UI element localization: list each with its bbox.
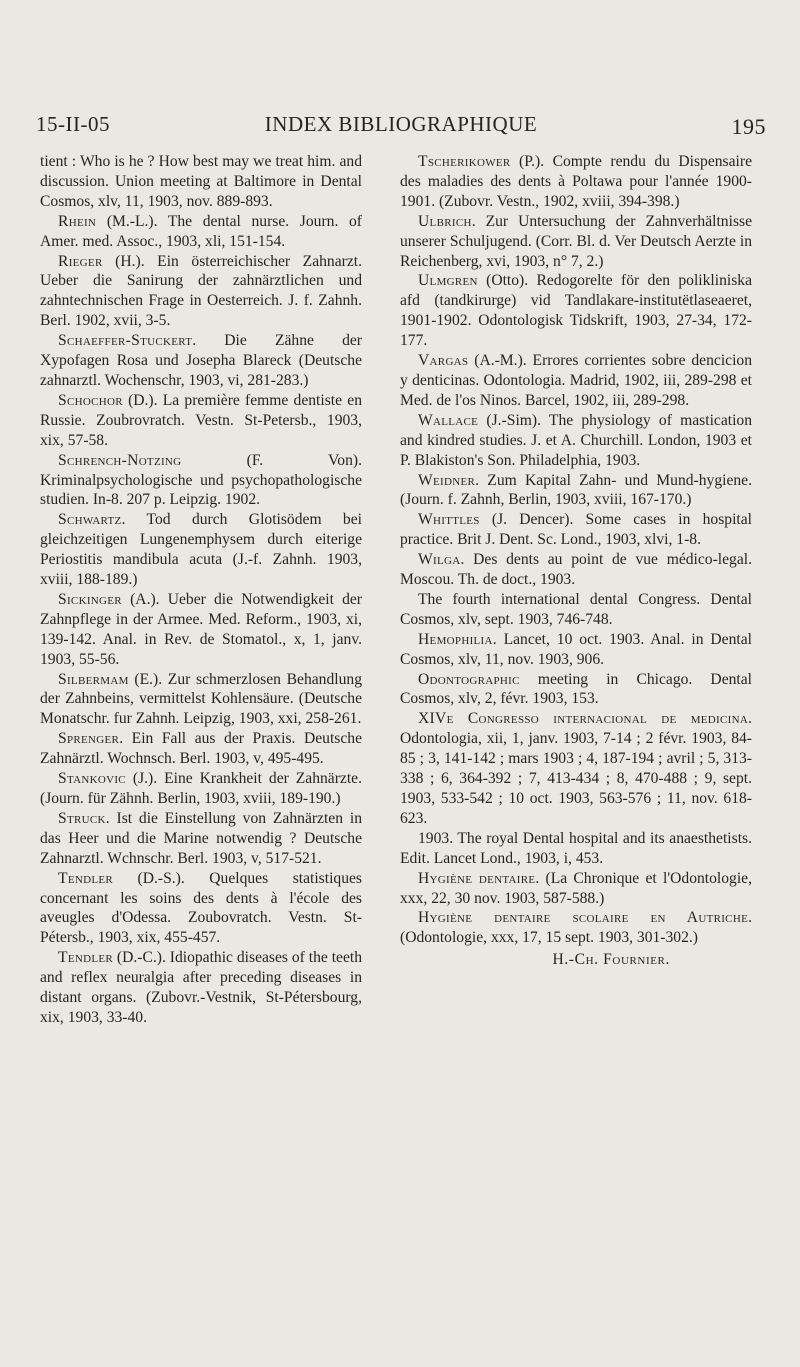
entry-text: . Die Zähne der Xypofagen Rosa und Josepha Blareck (Deutsche zahnarztl. Wochenschr, 1903, vi, 281-283.)	[40, 332, 362, 389]
bib-entry	[40, 670, 362, 730]
entry-text: The fourth international dental Congress. Dental Cosmos, xlv, sept. 1903, 746-748.	[400, 590, 752, 628]
entry-text: (F. Von). Kriminalpsychologische und psychopathologische studien. In-8. 207 p. Leipzig. 1902.	[40, 451, 362, 509]
page-number: 195	[731, 114, 766, 139]
bib-entry	[400, 829, 752, 869]
entry-text: (D.-S.). Quelques statistiques concernant les soins des dents à l'école des aveugles d'Odessa. Zoubovratch. Vestn. St-Pétersb., 1903, xix, 455-457.	[40, 869, 362, 947]
entry-text: . Odontologia, xii, 1, janv. 1903, 7-14 ; 2 févr. 1903, 84-85 ; 3, 141-142 ; mars 1903 ; 4, 187-194 ; avril ; 5, 313-338 ; 6, 364-392 ; 7, 413-434 ; 8, 470-488 ; 9, sept. 1903, 533-542 ; 10 oct. 1903, 563-576 ; 11, nov. 618-623.	[400, 710, 752, 827]
bib-entry	[400, 271, 752, 351]
bib-entry	[40, 948, 362, 1028]
bib-entry	[400, 630, 752, 670]
entry-author: Hemophilia	[418, 630, 493, 648]
entry-author: Vargas	[418, 352, 469, 370]
entry-text: (M.-L.). The dental nurse. Journ. of Amer. med. Assoc., 1903, xli, 151-154.	[40, 212, 362, 250]
entry-author: Hygiène dentaire scolaire en Autriche	[418, 909, 749, 927]
entry-text: (Otto). Redogorelte för den polikliniska afd (tandkirurge) vid Tandlakare-institutëtlaseaeret, 1901-1902. Odontologisk Tidskrift, 1903, 27-34, 172-177.	[400, 272, 752, 350]
entry-text: . Zum Kapital Zahn- und Mund-hygiene. (Journ. f. Zahnh, Berlin, 1903, xviii, 167-170.)	[400, 471, 752, 509]
header-title: INDEX BIBLIOGRAPHIQUE	[264, 112, 538, 136]
entry-text: . Ist die Einstellung von Zahnärzten in das Heer und die Marine notwendig ? Deutsche Zahnarztl. Wchnschr. Berl. 1903, v, 517-521.	[40, 809, 362, 867]
header-date: 15-II-05	[36, 112, 110, 136]
bib-entry	[40, 769, 362, 809]
entry-text: tient : Who is he ? How best may we treat him. and discussion. Union meeting at Baltimore in Dental Cosmos, xlv, 11, 1903, nov. 889-893.	[40, 153, 362, 210]
bib-entry	[400, 590, 752, 630]
entry-author: Tendler	[58, 949, 114, 967]
entry-author: Schwartz	[58, 511, 122, 529]
entry-text: (J. Dencer). Some cases in hospital practice. Brit J. Dent. Sc. Lond., 1903, xlvi, 1-8.	[400, 511, 752, 549]
entry-author: Odontographic	[418, 670, 520, 688]
entry-text: (A.). Ueber die Notwendigkeit der Zahnpflege in der Armee. Med. Reform., 1903, xi, 139-142. Anal. in Rev. de Stomatol., x, 1, janv. 1903, 55-56.	[40, 590, 362, 668]
entry-text: (D.-C.). Idiopathic diseases of the teeth and reflex neuralgia after preceding diseases in distant organs. (Zubovr.-Vestnik, St-Pétersbourg, xix, 1903, 33-40.	[40, 949, 363, 1026]
author-signature	[400, 950, 752, 970]
entry-text: (J.). Eine Krankheit der Zahnärzte. (Journ. für Zähnh. Berlin, 1903, xviii, 189-190.)	[40, 770, 362, 807]
bib-entry	[40, 331, 362, 391]
entry-author: Ulmgren	[418, 272, 478, 290]
bib-entry	[40, 212, 362, 252]
bib-entry	[40, 729, 362, 769]
left-column	[40, 152, 362, 1028]
bib-entry	[400, 510, 752, 550]
entry-author: Stankovic	[58, 770, 126, 788]
entry-author: Schochor	[58, 391, 123, 409]
entry-text: . Lancet, 10 oct. 1903. Anal. in Dental Cosmos, xlv, 11, nov. 1903, 906.	[400, 630, 752, 668]
entry-author: Tscherikower	[418, 153, 511, 170]
running-header	[36, 112, 766, 142]
entry-text: (D.). La première femme dentiste en Russie. Zoubrovratch. Vestn. St-Petersb., 1903, xix, 57-58.	[40, 391, 362, 449]
bib-entry	[400, 670, 752, 710]
entry-text: (A.-M.). Errores corrientes sobre dencicion y denticinas. Odontologia. Madrid, 1902, iii, 289-298 et Med. de l'os Ninos. Barcel, 1902, iii, 289-298.	[400, 352, 752, 409]
entry-text: 1903. The royal Dental hospital and its anaesthetists. Edit. Lancet Lond., 1903, i, 453.	[400, 829, 752, 867]
bib-entry	[400, 709, 752, 828]
entry-author: Whittles	[418, 511, 480, 529]
bib-entry	[400, 152, 752, 212]
entry-author: Schaeffer-Stuckert	[58, 332, 193, 350]
bib-entry	[400, 212, 752, 272]
entry-text: . Zur Untersuchung der Zahnverhältnisse unserer Schuljugend. (Corr. Bl. d. Ver Deutsch Aerzte in Reichenberg, xvi, 1903, n° 7, 2.)	[400, 212, 752, 270]
entry-author: Sickinger	[58, 590, 122, 608]
entry-text: meeting in Chicago. Dental Cosmos, xlv, 2, févr. 1903, 153.	[400, 670, 752, 708]
bib-entry	[400, 550, 752, 590]
bib-entry	[40, 869, 362, 949]
entry-author: Wallace	[418, 411, 479, 429]
entry-author: Hygiène dentaire	[418, 869, 536, 887]
entry-text: (E.). Zur schmerzlosen Behandlung der Zahnbeins, vermittelst Kohlensäure. (Deutsche Monatschr. fur Zahnh. Leipzig, 1903, xxi, 258-261.	[40, 670, 362, 728]
entry-author: Silbermam	[58, 670, 129, 688]
entry-text: . Tod durch Glotisödem bei gleichzeitigen Lungenemphysem durch eiterige Periostitis mandibula acuta (J.-f. Zahnh. 1903, xviii, 188-189.)	[40, 511, 362, 589]
entry-text: . (La Chronique et l'Odontologie, xxx, 22, 30 nov. 1903, 587-588.)	[400, 869, 752, 907]
entry-text: (J.-Sim). The physiology of mastication and kindred studies. J. et A. Churchill. London, 1903 et P. Blakiston's Son. Philadelphia, 1903.	[400, 411, 752, 469]
entry-author: Schrench-Notzing	[58, 451, 182, 469]
bib-entry	[40, 809, 362, 869]
bib-entry	[400, 908, 752, 948]
entry-author: XIVe Congresso internacional de medicina	[418, 710, 749, 728]
entry-author: Wilga	[418, 551, 461, 569]
entry-text: (H.). Ein österreichischer Zahnarzt. Ueber die Sanirung der zahnärztlichen und zahntechnischen Frage in Oesterreich. J. f. Zahnh. Berl. 1902, xvii, 3-5.	[40, 252, 362, 330]
bib-entry	[400, 471, 752, 511]
entry-text: . (Odontologie, xxx, 17, 15 sept. 1903, 301-302.)	[400, 909, 752, 947]
entry-author: Rhein	[58, 212, 97, 230]
entry-author: Ulbrich	[418, 212, 472, 230]
entry-text: (P.). Compte rendu du Dispensaire des maladies des dents à Poltawa pour l'année 1900-1901. (Zubovr. Vestn., 1902, xviii, 394-398.)	[400, 153, 752, 210]
bib-entry	[400, 869, 752, 909]
right-column	[400, 152, 752, 986]
bib-entry	[40, 152, 362, 212]
entry-text: . Ein Fall aus der Praxis. Deutsche Zahnärztl. Wochnsch. Berl. 1903, v, 495-495.	[40, 730, 362, 768]
bib-entry	[40, 252, 362, 332]
bib-entry	[40, 510, 362, 590]
signature-text: H.-Ch. Fournier.	[552, 951, 670, 969]
entry-author: Sprenger	[58, 730, 120, 748]
entry-author: Weidner	[418, 471, 476, 489]
bib-entry	[40, 391, 362, 451]
entry-text: . Des dents au point de vue médico-legal. Moscou. Th. de doct., 1903.	[400, 551, 752, 589]
bib-entry	[40, 451, 362, 511]
entry-author: Struck	[58, 809, 106, 827]
bib-entry	[400, 411, 752, 471]
entry-author: Tendler	[58, 869, 114, 887]
bib-entry	[400, 351, 752, 411]
entry-author: Rieger	[58, 252, 103, 270]
bib-entry	[40, 590, 362, 670]
